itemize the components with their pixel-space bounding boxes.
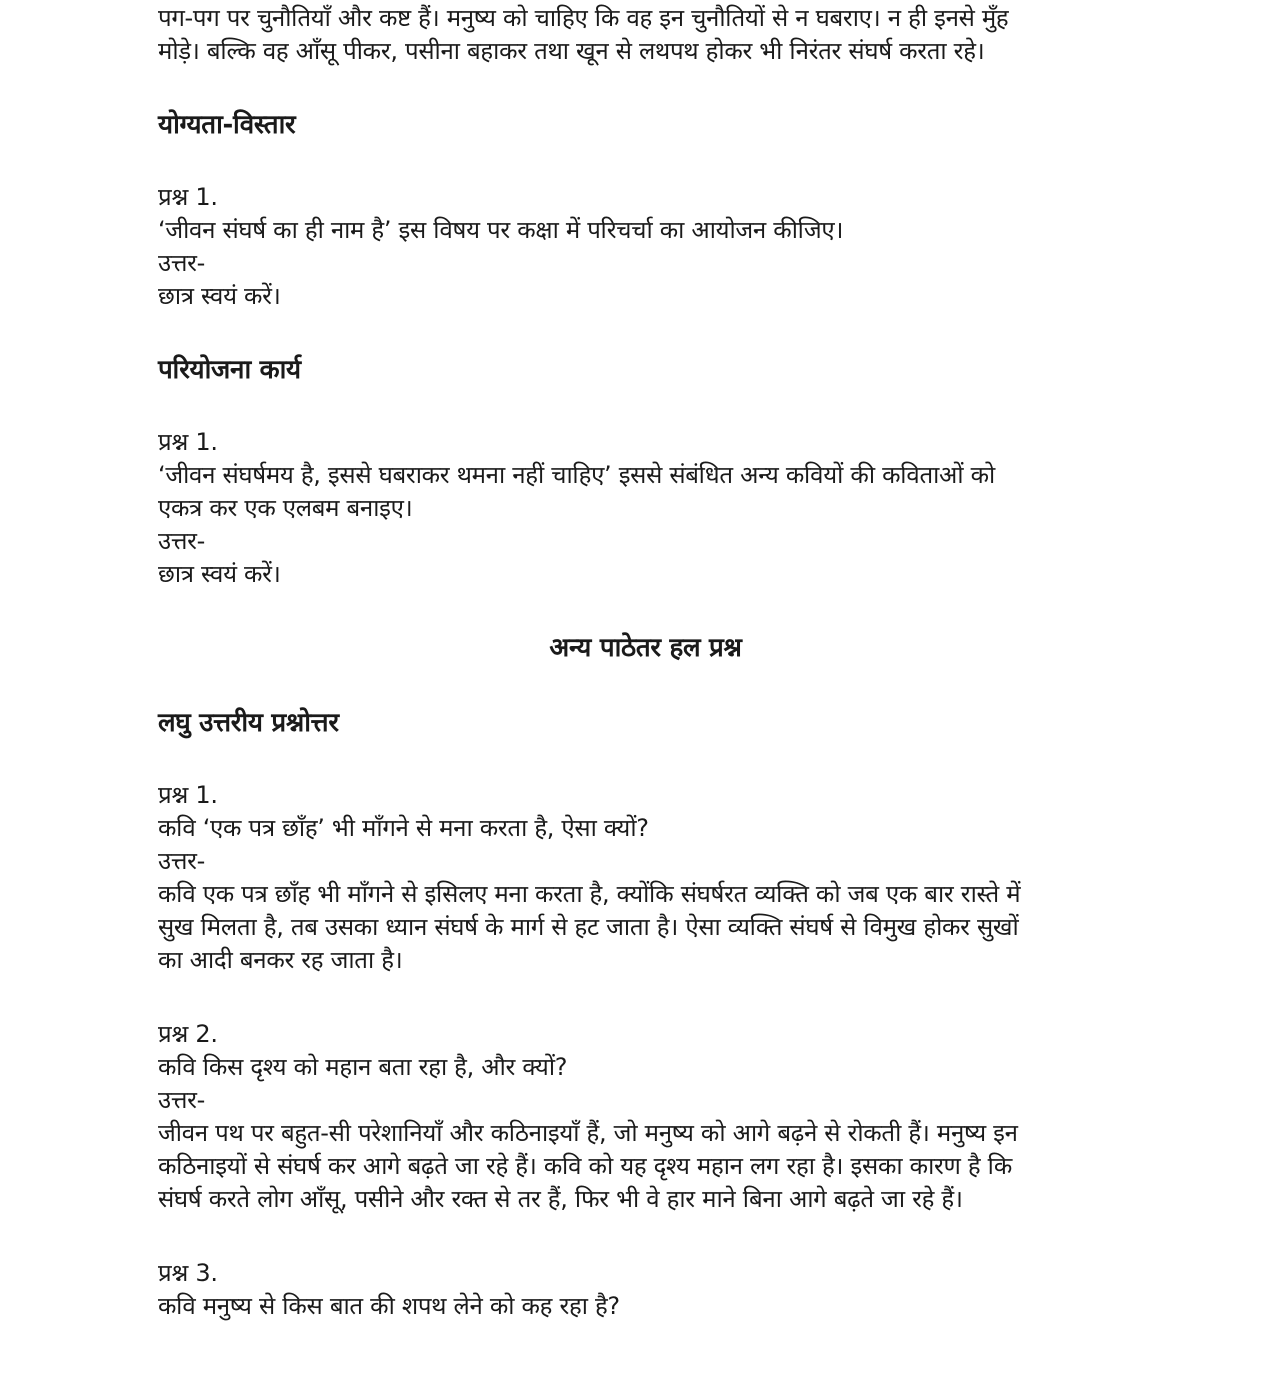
qa-block	[158, 779, 1133, 977]
section-heading-yogyata-vistar: योग्यता-विस्तार	[158, 110, 296, 140]
question-text: कवि ‘एक पत्र छाँह’ भी माँगने से मना करता है, ऐसा क्यों?	[158, 814, 649, 842]
answer-label: उत्तर-	[158, 1086, 206, 1114]
qa-block	[158, 181, 1133, 313]
question-text: ‘जीवन संघर्ष का ही नाम है’ इस विषय पर कक्षा में परिचर्चा का आयोजन कीजिए।	[158, 216, 844, 244]
intro-line: मोड़े। बल्कि वह आँसू पीकर, पसीना बहाकर तथा खून से लथपथ होकर भी निरंतर संघर्ष करता रहे।	[158, 37, 985, 65]
question-label: प्रश्न 3.	[158, 1259, 218, 1287]
answer-text: छात्र स्वयं करें।	[158, 282, 281, 310]
answer-label: उत्तर-	[158, 847, 206, 875]
document-page	[158, 2, 1133, 1323]
section-heading-laghu-uttariya: लघु उत्तरीय प्रश्नोत्तर	[158, 708, 339, 738]
answer-text: का आदी बनकर रह जाता है।	[158, 946, 403, 974]
question-text: कवि मनुष्य से किस बात की शपथ लेने को कह रहा है?	[158, 1292, 620, 1320]
answer-text: संघर्ष करते लोग आँसू, पसीने और रक्त से तर हैं, फिर भी वे हार माने बिना आगे बढ़ते जा रहे हैं।	[158, 1185, 963, 1213]
answer-text: छात्र स्वयं करें।	[158, 560, 281, 588]
answer-label: उत्तर-	[158, 527, 206, 555]
answer-text: सुख मिलता है, तब उसका ध्यान संघर्ष के मार्ग से हट जाता है। ऐसा व्यक्ति संघर्ष से विमुख होकर सुखों	[158, 913, 1019, 941]
center-heading: अन्य पाठेतर हल प्रश्न	[549, 633, 742, 663]
answer-label: उत्तर-	[158, 249, 206, 277]
question-text: ‘जीवन संघर्षमय है, इससे घबराकर थमना नहीं चाहिए’ इससे संबंधित अन्य कवियों की कविताओं को	[158, 461, 995, 489]
question-label: प्रश्न 1.	[158, 781, 218, 809]
answer-text: जीवन पथ पर बहुत-सी परेशानियाँ और कठिनाइयाँ हैं, जो मनुष्य को आगे बढ़ने से रोकती हैं। मनुष्य इन	[158, 1119, 1018, 1147]
qa-block	[158, 1018, 1133, 1216]
section-heading-pariyojana-karya: परियोजना कार्य	[158, 355, 301, 385]
question-label: प्रश्न 1.	[158, 183, 218, 211]
qa-block	[158, 1257, 1133, 1323]
question-label: प्रश्न 2.	[158, 1020, 218, 1048]
intro-paragraph	[158, 2, 1133, 68]
intro-line: पग-पग पर चुनौतियाँ और कष्ट हैं। मनुष्य को चाहिए कि वह इन चुनौतियों से न घबराए। न ही इनसे मुँह	[158, 4, 1009, 32]
question-label: प्रश्न 1.	[158, 428, 218, 456]
answer-text: कठिनाइयों से संघर्ष कर आगे बढ़ते जा रहे हैं। कवि को यह दृश्य महान लग रहा है। इसका कारण है कि	[158, 1152, 1013, 1180]
answer-text: कवि एक पत्र छाँह भी माँगने से इसिलए मना करता है, क्योंकि संघर्षरत व्यक्ति को जब एक बार रास्ते में	[158, 880, 1021, 908]
question-text: एकत्र कर एक एलबम बनाइए।	[158, 494, 413, 522]
qa-block	[158, 426, 1133, 591]
question-text: कवि किस दृश्य को महान बता रहा है, और क्यों?	[158, 1053, 568, 1081]
